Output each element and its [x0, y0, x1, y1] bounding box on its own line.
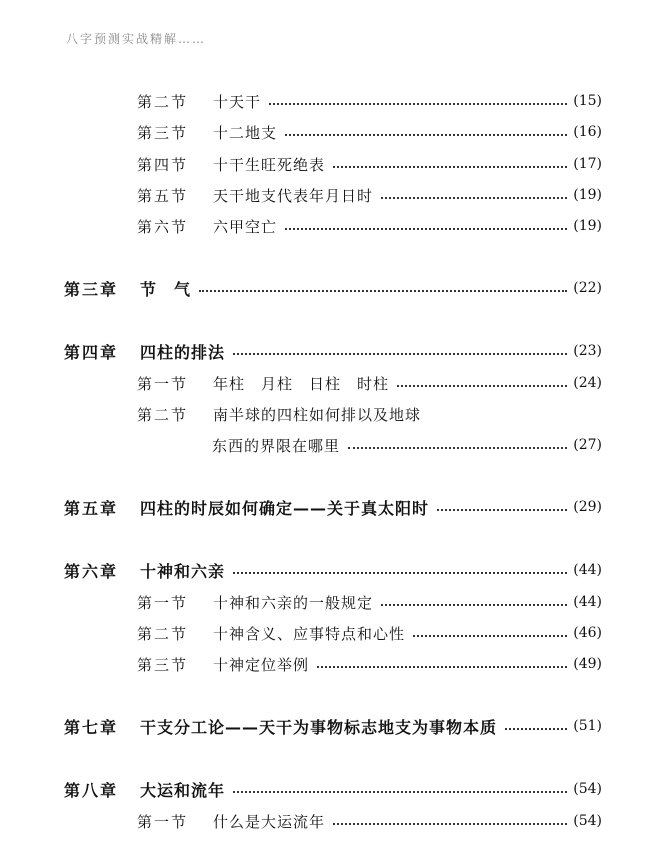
entry-page: (46) [573, 625, 602, 641]
dot-leader [505, 727, 567, 730]
toc-entry[interactable] [137, 651, 602, 677]
chapter-title: 四柱的时辰如何确定——关于真太阳时 [140, 498, 430, 518]
entry-label: 第三节 [137, 655, 189, 674]
toc-chapter[interactable] [64, 713, 602, 739]
dot-leader [233, 352, 567, 355]
chapter-page: (54) [573, 781, 602, 797]
chapter-page: (44) [573, 562, 602, 578]
chapter-label: 第七章 [64, 717, 119, 737]
entry-title: 六甲空亡 [213, 217, 278, 236]
dot-leader [397, 384, 567, 387]
entry-title: 十神定位举例 [213, 655, 310, 674]
dot-leader [381, 196, 567, 199]
dot-leader [333, 822, 567, 825]
entry-title: 十神和六亲的一般规定 [213, 593, 374, 612]
entry-label: 第一节 [137, 374, 189, 393]
dot-leader [317, 665, 567, 668]
entry-label: 第三节 [137, 123, 189, 142]
chapter-label: 第六章 [64, 561, 119, 581]
entry-page: (54) [573, 813, 602, 829]
toc-entry[interactable] [137, 401, 602, 427]
entry-title: 南半球的四柱如何排以及地球 [213, 405, 422, 424]
dot-leader [233, 571, 567, 574]
toc-chapter[interactable] [64, 494, 602, 520]
entry-label: 第四节 [137, 155, 189, 174]
toc-entry[interactable] [137, 182, 602, 208]
toc-entry[interactable] [137, 620, 602, 646]
entry-page: (49) [573, 656, 602, 672]
chapter-page: (23) [573, 343, 602, 359]
entry-title: 十神含义、应事特点和心性 [213, 624, 406, 643]
toc-entry-continuation[interactable] [212, 432, 602, 458]
entry-page: (16) [573, 124, 602, 140]
chapter-title: 四柱的排法 [140, 342, 226, 362]
chapter-page: (22) [573, 280, 602, 296]
entry-page: (15) [573, 93, 602, 109]
chapter-page: (51) [573, 718, 602, 734]
chapter-label: 第三章 [64, 279, 119, 299]
chapter-title: 大运和流年 [140, 780, 226, 800]
running-head: 八字预测实战精解…… [66, 32, 207, 46]
chapter-title: 节 气 [140, 279, 192, 299]
entry-title: 十天干 [213, 92, 262, 111]
entry-label: 第一节 [137, 593, 189, 612]
dot-leader [381, 603, 567, 606]
toc-entry[interactable] [137, 213, 602, 239]
toc-entry[interactable] [137, 589, 602, 615]
dot-leader [199, 289, 567, 292]
toc-entry[interactable] [137, 88, 602, 114]
dot-leader [233, 790, 567, 793]
dot-leader [269, 102, 567, 105]
chapter-page: (29) [573, 499, 602, 515]
toc-entry[interactable] [137, 119, 602, 145]
chapter-title: 干支分工论——天干为事物标志地支为事物本质 [140, 717, 498, 737]
dot-leader [285, 133, 567, 136]
toc-chapter[interactable] [64, 275, 602, 301]
toc-entry[interactable] [137, 808, 602, 834]
entry-page: (24) [573, 375, 602, 391]
entry-page: (19) [573, 218, 602, 234]
chapter-label: 第五章 [64, 498, 119, 518]
entry-label: 第六节 [137, 217, 189, 236]
entry-label: 第一节 [137, 812, 189, 831]
entry-page: (27) [573, 437, 602, 453]
chapter-label: 第八章 [64, 780, 119, 800]
entry-title: 东西的界限在哪里 [212, 436, 341, 455]
entry-label: 第五节 [137, 186, 189, 205]
entry-page: (19) [573, 187, 602, 203]
entry-label: 第二节 [137, 92, 189, 111]
toc-entry[interactable] [137, 370, 602, 396]
entry-title: 天干地支代表年月日时 [213, 186, 374, 205]
entry-label: 第二节 [137, 405, 189, 424]
dot-leader [413, 634, 567, 637]
chapter-title: 十神和六亲 [140, 561, 226, 581]
chapter-label: 第四章 [64, 342, 119, 362]
entry-title: 十二地支 [213, 123, 278, 142]
toc-entry[interactable] [137, 151, 602, 177]
toc-chapter[interactable] [64, 776, 602, 802]
dot-leader [333, 165, 567, 168]
dot-leader [437, 508, 567, 511]
toc-chapter[interactable] [64, 557, 602, 583]
entry-title: 什么是大运流年 [213, 812, 326, 831]
entry-page: (44) [573, 594, 602, 610]
entry-label: 第二节 [137, 624, 189, 643]
entry-title: 十干生旺死绝表 [213, 155, 326, 174]
entry-page: (17) [573, 156, 602, 172]
toc-chapter[interactable] [64, 338, 602, 364]
dot-leader [348, 446, 567, 449]
dot-leader [285, 227, 567, 230]
entry-title: 年柱 月柱 日柱 时柱 [213, 374, 390, 393]
